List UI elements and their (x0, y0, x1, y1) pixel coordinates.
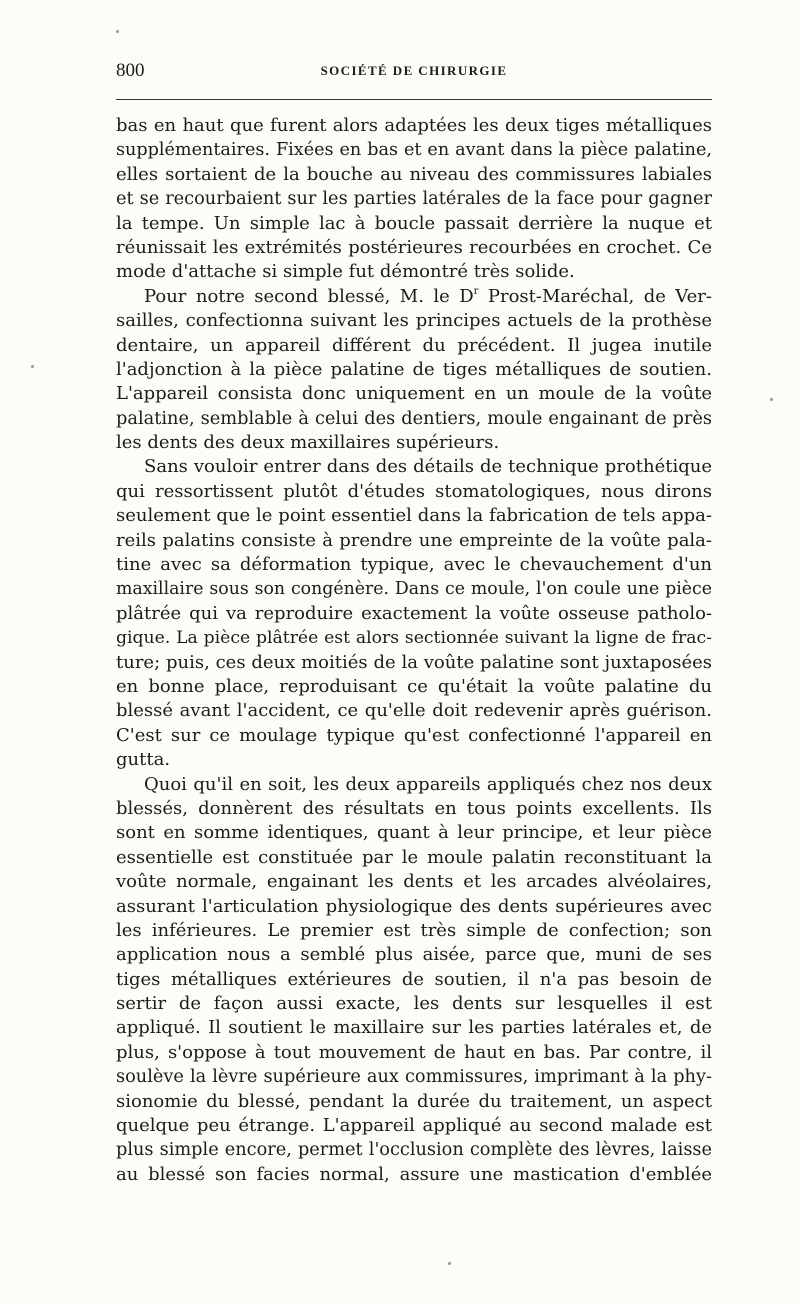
text-line: soulève la lèvre supérieure aux commissures, imprimant à la phy- (116, 1067, 712, 1088)
superscript: r (473, 285, 479, 297)
text-line: les inférieures. Le premier est très simple de confection; son (116, 919, 712, 941)
body-text (116, 114, 712, 1187)
text-line: qui ressortissent plutôt d'études stomatologiques, nous dirons (116, 480, 712, 502)
text-fragment: Pour notre second blessé, M. le D (144, 285, 474, 307)
scan-speck (116, 30, 119, 33)
text-fragment: Prost-Maréchal, de Ver- (478, 285, 712, 307)
text-line: maxillaire sous son congénère. Dans ce moule, l'on coule une pièce (116, 579, 712, 600)
paragraph-2 (116, 285, 712, 456)
scan-speck (770, 398, 773, 401)
header-rule (116, 99, 712, 100)
text-line: au blessé son facies normal, assure une mastication d'emblée (116, 1163, 712, 1185)
text-line: application nous a semblé plus aisée, parce que, muni de ses (116, 944, 712, 966)
text-line: la tempe. Un simple lac à boucle passait derrière la nuque et (116, 212, 712, 234)
text-line: réunissait les extrémités postérieures recourbées en crochet. Ce (116, 236, 712, 258)
text-line: sionomie du blessé, pendant la durée du traitement, un aspect (116, 1090, 712, 1112)
text-line: plus, s'oppose à tout mouvement de haut en bas. Par contre, il (116, 1041, 712, 1063)
text-line: gique. La pièce plâtrée est alors sectionnée suivant la ligne de frac- (116, 628, 712, 649)
text-line: mode d'attache si simple fut démontré très solide. (116, 261, 575, 283)
paragraph-4 (116, 773, 712, 1188)
text-line: elles sortaient de la bouche au niveau des commissures labiales (116, 163, 712, 185)
text-line: sertir de façon aussi exacte, les dents sur lesquelles il est (116, 993, 712, 1015)
text-line: plus simple encore, permet l'occlusion complète des lèvres, laisse (116, 1140, 712, 1161)
text-line: seulement que le point essentiel dans la fabrication de tels appa- (116, 505, 712, 527)
text-line: sailles, confectionna suivant les principes actuels de la prothèse (116, 310, 712, 332)
text-line: tiges métalliques extérieures de soutien, il n'a pas besoin de (116, 968, 712, 990)
text-line: L'appareil consista donc uniquement en un moule de la voûte (116, 383, 712, 405)
text-line: en bonne place, reproduisant ce qu'était la voûte palatine du (116, 675, 712, 697)
page-header (116, 60, 712, 86)
scan-speck (448, 1262, 451, 1265)
text-line: l'adjonction à la pièce palatine de tiges métalliques de soutien. (116, 358, 712, 380)
running-title: SOCIÉTÉ DE CHIRURGIE (320, 63, 508, 78)
text-line: appliqué. Il soutient le maxillaire sur les parties latérales et, de (116, 1017, 712, 1039)
text-line: voûte normale, engainant les dents et les arcades alvéolaires, (116, 871, 712, 893)
text-line: Quoi qu'il en soit, les deux appareils appliqués chez nos deux (144, 773, 712, 795)
paragraph-1 (116, 114, 712, 285)
text-line: quelque peu étrange. L'appareil appliqué au second malade est (116, 1115, 712, 1137)
text-line: supplémentaires. Fixées en bas et en avant dans la pièce palatine, (116, 140, 712, 161)
text-line: C'est sur ce moulage typique qu'est confectionné l'appareil en (116, 724, 712, 746)
text-line: blessés, donnèrent des résultats en tous points excellents. Ils (116, 797, 712, 819)
text-line: tine avec sa déformation typique, avec le chevauchement d'un (116, 554, 712, 576)
text-line: dentaire, un appareil différent du précédent. Il jugea inutile (116, 334, 712, 356)
text-line: reils palatins consiste à prendre une empreinte de la voûte pala- (116, 529, 712, 551)
text-line: gutta. (116, 749, 171, 771)
text-line: les dents des deux maxillaires supérieurs. (116, 432, 500, 454)
text-line: plâtrée qui va reproduire exactement la voûte osseuse patholo- (116, 602, 712, 624)
text-line: ture; puis, ces deux moitiés de la voûte palatine sont juxtaposées (116, 651, 712, 673)
page-number: 800 (116, 60, 145, 81)
text-line: Sans vouloir entrer dans des détails de technique prothétique (144, 456, 712, 478)
text-line: sont en somme identiques, quant à leur principe, et leur pièce (116, 822, 712, 844)
text-line: blessé avant l'accident, ce qu'elle doit redevenir après guérison. (116, 700, 712, 722)
text-line: bas en haut que furent alors adaptées les deux tiges métalliques (116, 115, 712, 136)
paragraph-3 (116, 455, 712, 772)
text-line: et se recourbaient sur les parties latérales de la face pour gagner (116, 189, 712, 210)
text-line: essentielle est constituée par le moule palatin reconstituant la (116, 846, 712, 868)
text-line (116, 285, 712, 309)
text-line: assurant l'articulation physiologique des dents supérieures avec (116, 895, 712, 917)
scan-speck (31, 365, 34, 368)
text-line: palatine, semblable à celui des dentiers, moule engainant de près (116, 408, 712, 429)
